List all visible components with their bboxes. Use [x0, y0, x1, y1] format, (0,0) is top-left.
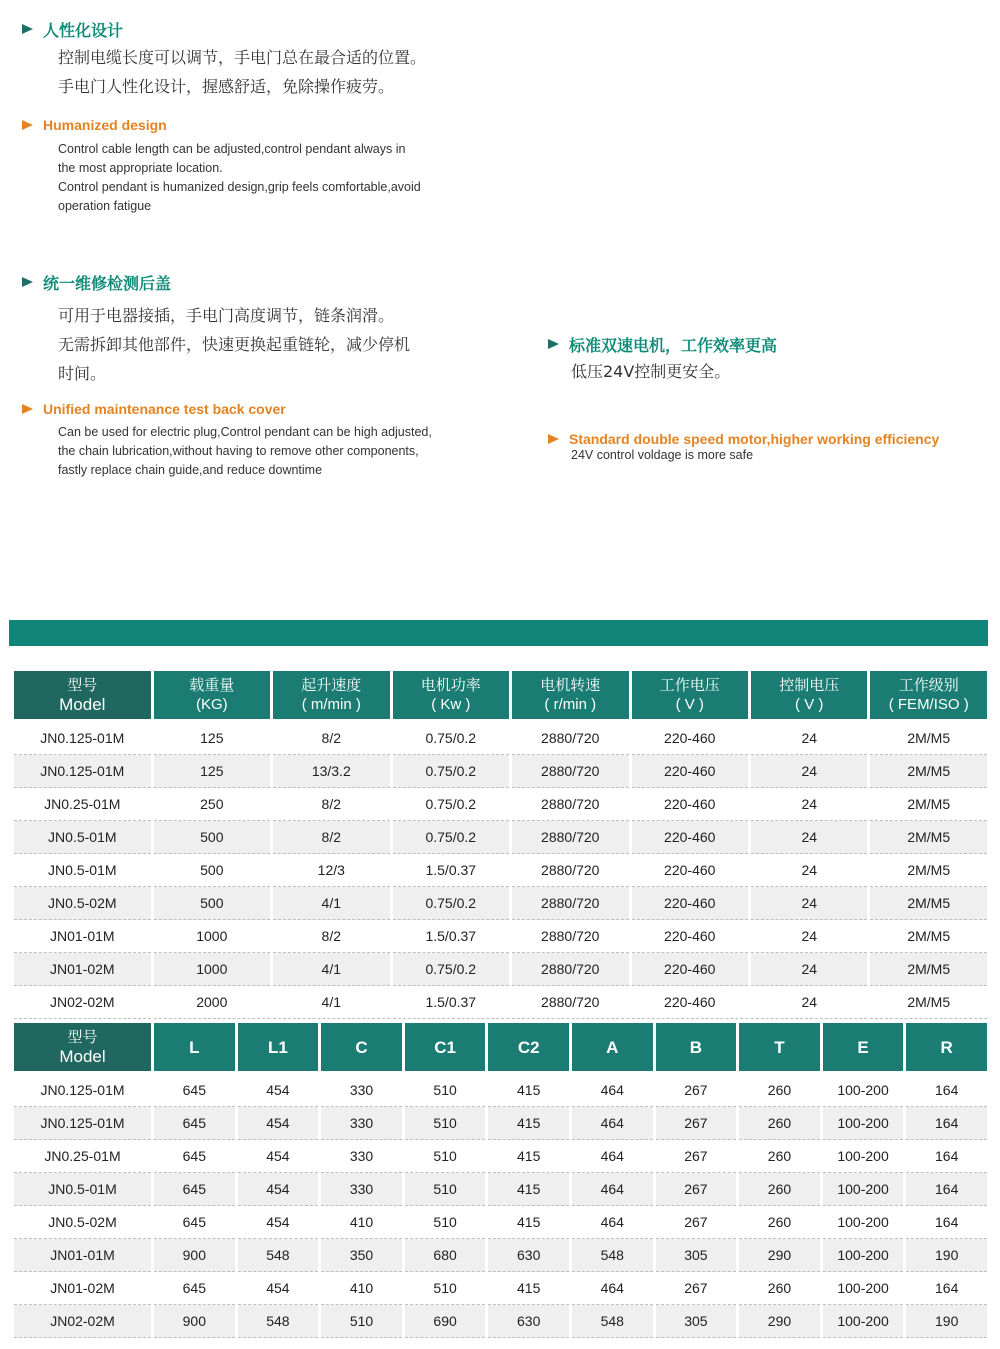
table-cell: 24: [751, 722, 867, 755]
table-cell: 2M/M5: [870, 953, 987, 986]
table-cell: 260: [739, 1140, 820, 1173]
triangle-bullet-icon: [22, 120, 33, 130]
col-header-working-voltage: 工作电压 ( V ): [632, 671, 748, 722]
table-cell: 415: [488, 1107, 569, 1140]
table-cell: 2M/M5: [870, 986, 987, 1019]
table-cell: 0.75/0.2: [393, 788, 509, 821]
table-cell: 1.5/0.37: [393, 920, 509, 953]
feature3-en-title: Standard double speed motor,higher working efficiency: [569, 431, 940, 447]
table-cell: 510: [405, 1074, 486, 1107]
table-row: [14, 986, 987, 1019]
feature-humanized-en: [22, 115, 421, 216]
table-cell: 220-460: [632, 755, 748, 788]
table-cell: 164: [906, 1272, 987, 1305]
table-header-row: [14, 671, 987, 722]
feature1-cn-heading: [22, 18, 426, 40]
col-header-motor-speed: 电机转速 ( r/min ): [512, 671, 628, 722]
col-header-L1: L1: [238, 1023, 319, 1074]
table-cell: 2M/M5: [870, 722, 987, 755]
table-row: [14, 1305, 987, 1338]
table-cell: 164: [906, 1140, 987, 1173]
table-row: [14, 854, 987, 887]
table-cell: 100-200: [823, 1206, 904, 1239]
table-cell: 164: [906, 1107, 987, 1140]
table-cell: 24: [751, 788, 867, 821]
feature3-cn-title: 标准双速电机，工作效率更高: [569, 335, 778, 355]
table-cell: 454: [238, 1272, 319, 1305]
text-line: fastly replace chain guide,and reduce downtime: [58, 463, 323, 477]
triangle-bullet-icon: [22, 24, 33, 34]
table-cell: 100-200: [823, 1239, 904, 1272]
model-cell: JN0.5-02M: [14, 887, 151, 920]
feature1-en-text: [58, 140, 421, 216]
table-cell: 510: [321, 1305, 402, 1338]
table-cell: 2M/M5: [870, 788, 987, 821]
model-cell: JN0.25-01M: [14, 1140, 151, 1173]
table-cell: 2880/720: [512, 854, 628, 887]
table-cell: 510: [405, 1272, 486, 1305]
table-cell: 267: [656, 1206, 737, 1239]
model-cell: JN01-01M: [14, 1239, 151, 1272]
table-cell: 0.75/0.2: [393, 722, 509, 755]
feature2-en-text: [58, 423, 432, 480]
table-cell: 500: [154, 854, 270, 887]
table-cell: 220-460: [632, 986, 748, 1019]
table-cell: 24: [751, 953, 867, 986]
text-line: 24V control voldage is more safe: [571, 448, 754, 462]
feature-back-cover-en: [22, 399, 432, 480]
feature1-cn-title: 人性化设计: [43, 20, 124, 40]
table-cell: 454: [238, 1074, 319, 1107]
col-header-duty-class: 工作级别 ( FEM/ISO ): [870, 671, 987, 722]
table-cell: 190: [906, 1239, 987, 1272]
table-cell: 510: [405, 1107, 486, 1140]
feature2-en-heading: [22, 399, 432, 419]
model-cell: JN01-02M: [14, 953, 151, 986]
model-cell: JN0.25-01M: [14, 788, 151, 821]
table-cell: 250: [154, 788, 270, 821]
model-cell: JN01-02M: [14, 1272, 151, 1305]
table-cell: 680: [405, 1239, 486, 1272]
feature1-en-title: Humanized design: [43, 117, 167, 133]
table-cell: 454: [238, 1140, 319, 1173]
table-cell: 2880/720: [512, 821, 628, 854]
col-header-A: A: [572, 1023, 653, 1074]
table-cell: 100-200: [823, 1173, 904, 1206]
model-cell: JN0.5-01M: [14, 854, 151, 887]
table-cell: 415: [488, 1140, 569, 1173]
table-cell: 24: [751, 920, 867, 953]
table-cell: 260: [739, 1107, 820, 1140]
feature3-cn-text: [571, 357, 777, 386]
table-cell: 2880/720: [512, 722, 628, 755]
table-cell: 267: [656, 1107, 737, 1140]
table-cell: 1000: [154, 953, 270, 986]
table-cell: 464: [572, 1074, 653, 1107]
table-cell: 220-460: [632, 788, 748, 821]
table-row: [14, 821, 987, 854]
feature-humanized: [22, 18, 426, 101]
text-line: 手电门人性化设计，握感舒适，免除操作疲劳。: [58, 77, 395, 96]
table-cell: 645: [154, 1272, 235, 1305]
model-cell: JN0.5-02M: [14, 1206, 151, 1239]
table-cell: 464: [572, 1272, 653, 1305]
table-cell: 2880/720: [512, 788, 628, 821]
table-cell: 330: [321, 1074, 402, 1107]
spec-table-performance: [11, 671, 990, 1019]
table-cell: 1.5/0.37: [393, 986, 509, 1019]
feature1-cn-text: [58, 43, 426, 101]
feature-back-cover: [22, 271, 410, 388]
table-row: [14, 755, 987, 788]
table-cell: 100-200: [823, 1074, 904, 1107]
table-cell: 267: [656, 1074, 737, 1107]
text-line: Can be used for electric plug,Control pendant can be high adjusted,: [58, 425, 432, 439]
col-header-motor-power: 电机功率 ( Kw ): [393, 671, 509, 722]
table-cell: 900: [154, 1305, 235, 1338]
table-cell: 2880/720: [512, 755, 628, 788]
model-cell: JN0.125-01M: [14, 755, 151, 788]
table-cell: 548: [572, 1239, 653, 1272]
model-cell: JN02-02M: [14, 1305, 151, 1338]
table-cell: 645: [154, 1140, 235, 1173]
model-cell: JN02-02M: [14, 986, 151, 1019]
table-cell: 2880/720: [512, 920, 628, 953]
feature-double-speed-en: [548, 429, 939, 465]
table-cell: 24: [751, 854, 867, 887]
table-cell: 305: [656, 1305, 737, 1338]
table-row: [14, 788, 987, 821]
table-cell: 1000: [154, 920, 270, 953]
table-cell: 645: [154, 1107, 235, 1140]
table-cell: 100-200: [823, 1107, 904, 1140]
table-cell: 100-200: [823, 1305, 904, 1338]
table-cell: 415: [488, 1206, 569, 1239]
table-cell: 260: [739, 1074, 820, 1107]
table-cell: 410: [321, 1272, 402, 1305]
table-cell: 2880/720: [512, 986, 628, 1019]
table-cell: 415: [488, 1074, 569, 1107]
feature1-en-heading: [22, 115, 421, 135]
table-row: [14, 722, 987, 755]
table-cell: 12/3: [273, 854, 389, 887]
table-row: [14, 1140, 987, 1173]
text-line: 可用于电器接插，手电门高度调节，链条润滑。: [58, 306, 395, 325]
table-cell: 330: [321, 1107, 402, 1140]
col-header-model: 型号 Model: [14, 671, 151, 722]
model-cell: JN01-01M: [14, 920, 151, 953]
table-cell: 900: [154, 1239, 235, 1272]
table-cell: 125: [154, 755, 270, 788]
table-cell: 510: [405, 1173, 486, 1206]
model-cell: JN0.125-01M: [14, 1074, 151, 1107]
table-cell: 164: [906, 1074, 987, 1107]
feature3-en-text: [571, 446, 939, 465]
triangle-bullet-icon: [548, 434, 559, 444]
table-cell: 2000: [154, 986, 270, 1019]
table-cell: 454: [238, 1206, 319, 1239]
table-cell: 24: [751, 887, 867, 920]
triangle-bullet-icon: [22, 404, 33, 414]
table-cell: 464: [572, 1140, 653, 1173]
table-cell: 13/3.2: [273, 755, 389, 788]
table-cell: 454: [238, 1173, 319, 1206]
feature2-cn-title: 统一维修检测后盖: [43, 273, 172, 293]
text-line: Control cable length can be adjusted,control pendant always in: [58, 142, 406, 156]
table-cell: 2880/720: [512, 887, 628, 920]
table-cell: 24: [751, 821, 867, 854]
model-cell: JN0.5-01M: [14, 821, 151, 854]
col-header-control-voltage: 控制电压 ( V ): [751, 671, 867, 722]
table-row: [14, 920, 987, 953]
table-cell: 220-460: [632, 854, 748, 887]
table-cell: 290: [739, 1305, 820, 1338]
table-cell: 690: [405, 1305, 486, 1338]
table-row: [14, 1107, 987, 1140]
table-row: [14, 953, 987, 986]
col-header-B: B: [656, 1023, 737, 1074]
table-cell: 220-460: [632, 887, 748, 920]
table-cell: 260: [739, 1272, 820, 1305]
table-cell: 267: [656, 1173, 737, 1206]
table-cell: 454: [238, 1107, 319, 1140]
table-cell: 8/2: [273, 920, 389, 953]
table-cell: 464: [572, 1107, 653, 1140]
col-header-T: T: [739, 1023, 820, 1074]
table-cell: 190: [906, 1305, 987, 1338]
model-cell: JN0.5-01M: [14, 1173, 151, 1206]
table-cell: 645: [154, 1173, 235, 1206]
table-cell: 8/2: [273, 821, 389, 854]
col-header-load: 载重量 (KG): [154, 671, 270, 722]
col-header-E: E: [823, 1023, 904, 1074]
table-cell: 1.5/0.37: [393, 854, 509, 887]
table-cell: 2M/M5: [870, 755, 987, 788]
table-cell: 4/1: [273, 887, 389, 920]
col-header-R: R: [906, 1023, 987, 1074]
col-header-C: C: [321, 1023, 402, 1074]
text-line: the chain lubrication,without having to remove other components,: [58, 444, 419, 458]
table-cell: 267: [656, 1272, 737, 1305]
table-cell: 350: [321, 1239, 402, 1272]
table-cell: 100-200: [823, 1272, 904, 1305]
spec-table-dimensions: [11, 1023, 990, 1338]
table-cell: 2880/720: [512, 953, 628, 986]
feature2-cn-text: [58, 301, 410, 388]
table-header-row: [14, 1023, 987, 1074]
col-header-C2: C2: [488, 1023, 569, 1074]
table-cell: 2M/M5: [870, 920, 987, 953]
text-line: 时间。: [58, 364, 107, 383]
table-cell: 410: [321, 1206, 402, 1239]
table-cell: 630: [488, 1239, 569, 1272]
table-cell: 630: [488, 1305, 569, 1338]
table-cell: 548: [572, 1305, 653, 1338]
table-cell: 0.75/0.2: [393, 953, 509, 986]
table-cell: 2M/M5: [870, 821, 987, 854]
table-cell: 8/2: [273, 788, 389, 821]
table-cell: 164: [906, 1173, 987, 1206]
table-cell: 220-460: [632, 722, 748, 755]
table-cell: 500: [154, 821, 270, 854]
table-cell: 548: [238, 1305, 319, 1338]
table-cell: 464: [572, 1206, 653, 1239]
table-cell: 8/2: [273, 722, 389, 755]
table-cell: 2M/M5: [870, 887, 987, 920]
table-cell: 4/1: [273, 953, 389, 986]
text-line: 无需拆卸其他部件，快速更换起重链轮，减少停机: [58, 335, 411, 354]
table-cell: 4/1: [273, 986, 389, 1019]
table-row: [14, 1173, 987, 1206]
text-line: operation fatigue: [58, 199, 152, 213]
col-header-L: L: [154, 1023, 235, 1074]
text-line: the most appropriate location.: [58, 161, 223, 175]
triangle-bullet-icon: [22, 277, 33, 287]
table-cell: 24: [751, 755, 867, 788]
table-cell: 100-200: [823, 1140, 904, 1173]
table-cell: 125: [154, 722, 270, 755]
table-row: [14, 1272, 987, 1305]
feature2-cn-heading: [22, 271, 410, 293]
table-cell: 2M/M5: [870, 854, 987, 887]
table-cell: 220-460: [632, 821, 748, 854]
triangle-bullet-icon: [548, 339, 559, 349]
feature3-cn-heading: [548, 333, 777, 355]
table-cell: 548: [238, 1239, 319, 1272]
table-cell: 645: [154, 1074, 235, 1107]
table-cell: 0.75/0.2: [393, 755, 509, 788]
table-cell: 220-460: [632, 920, 748, 953]
table-cell: 330: [321, 1173, 402, 1206]
table-cell: 500: [154, 887, 270, 920]
table-cell: 415: [488, 1173, 569, 1206]
table-cell: 260: [739, 1173, 820, 1206]
table-cell: 305: [656, 1239, 737, 1272]
text-line: 控制电缆长度可以调节，手电门总在最合适的位置。: [58, 48, 427, 67]
col-header-lift-speed: 起升速度 ( m/min ): [273, 671, 389, 722]
table-cell: 415: [488, 1272, 569, 1305]
model-cell: JN0.125-01M: [14, 722, 151, 755]
table-row: [14, 1074, 987, 1107]
col-header-model: 型号 Model: [14, 1023, 151, 1074]
table-cell: 510: [405, 1140, 486, 1173]
table-cell: 645: [154, 1206, 235, 1239]
text-line: 低压24V控制更安全。: [571, 362, 731, 381]
table-cell: 330: [321, 1140, 402, 1173]
table-cell: 260: [739, 1206, 820, 1239]
feature-double-speed: [548, 333, 777, 386]
table-cell: 267: [656, 1140, 737, 1173]
table-cell: 0.75/0.2: [393, 887, 509, 920]
table-cell: 24: [751, 986, 867, 1019]
model-cell: JN0.125-01M: [14, 1107, 151, 1140]
table-cell: 164: [906, 1206, 987, 1239]
table-row: [14, 1206, 987, 1239]
table-cell: 510: [405, 1206, 486, 1239]
table-cell: 220-460: [632, 953, 748, 986]
table-row: [14, 887, 987, 920]
col-header-C1: C1: [405, 1023, 486, 1074]
table-cell: 0.75/0.2: [393, 821, 509, 854]
table-row: [14, 1239, 987, 1272]
feature2-en-title: Unified maintenance test back cover: [43, 401, 286, 417]
table-cell: 464: [572, 1173, 653, 1206]
text-line: Control pendant is humanized design,grip feels comfortable,avoid: [58, 180, 421, 194]
section-divider-band: [9, 620, 988, 646]
table-cell: 290: [739, 1239, 820, 1272]
